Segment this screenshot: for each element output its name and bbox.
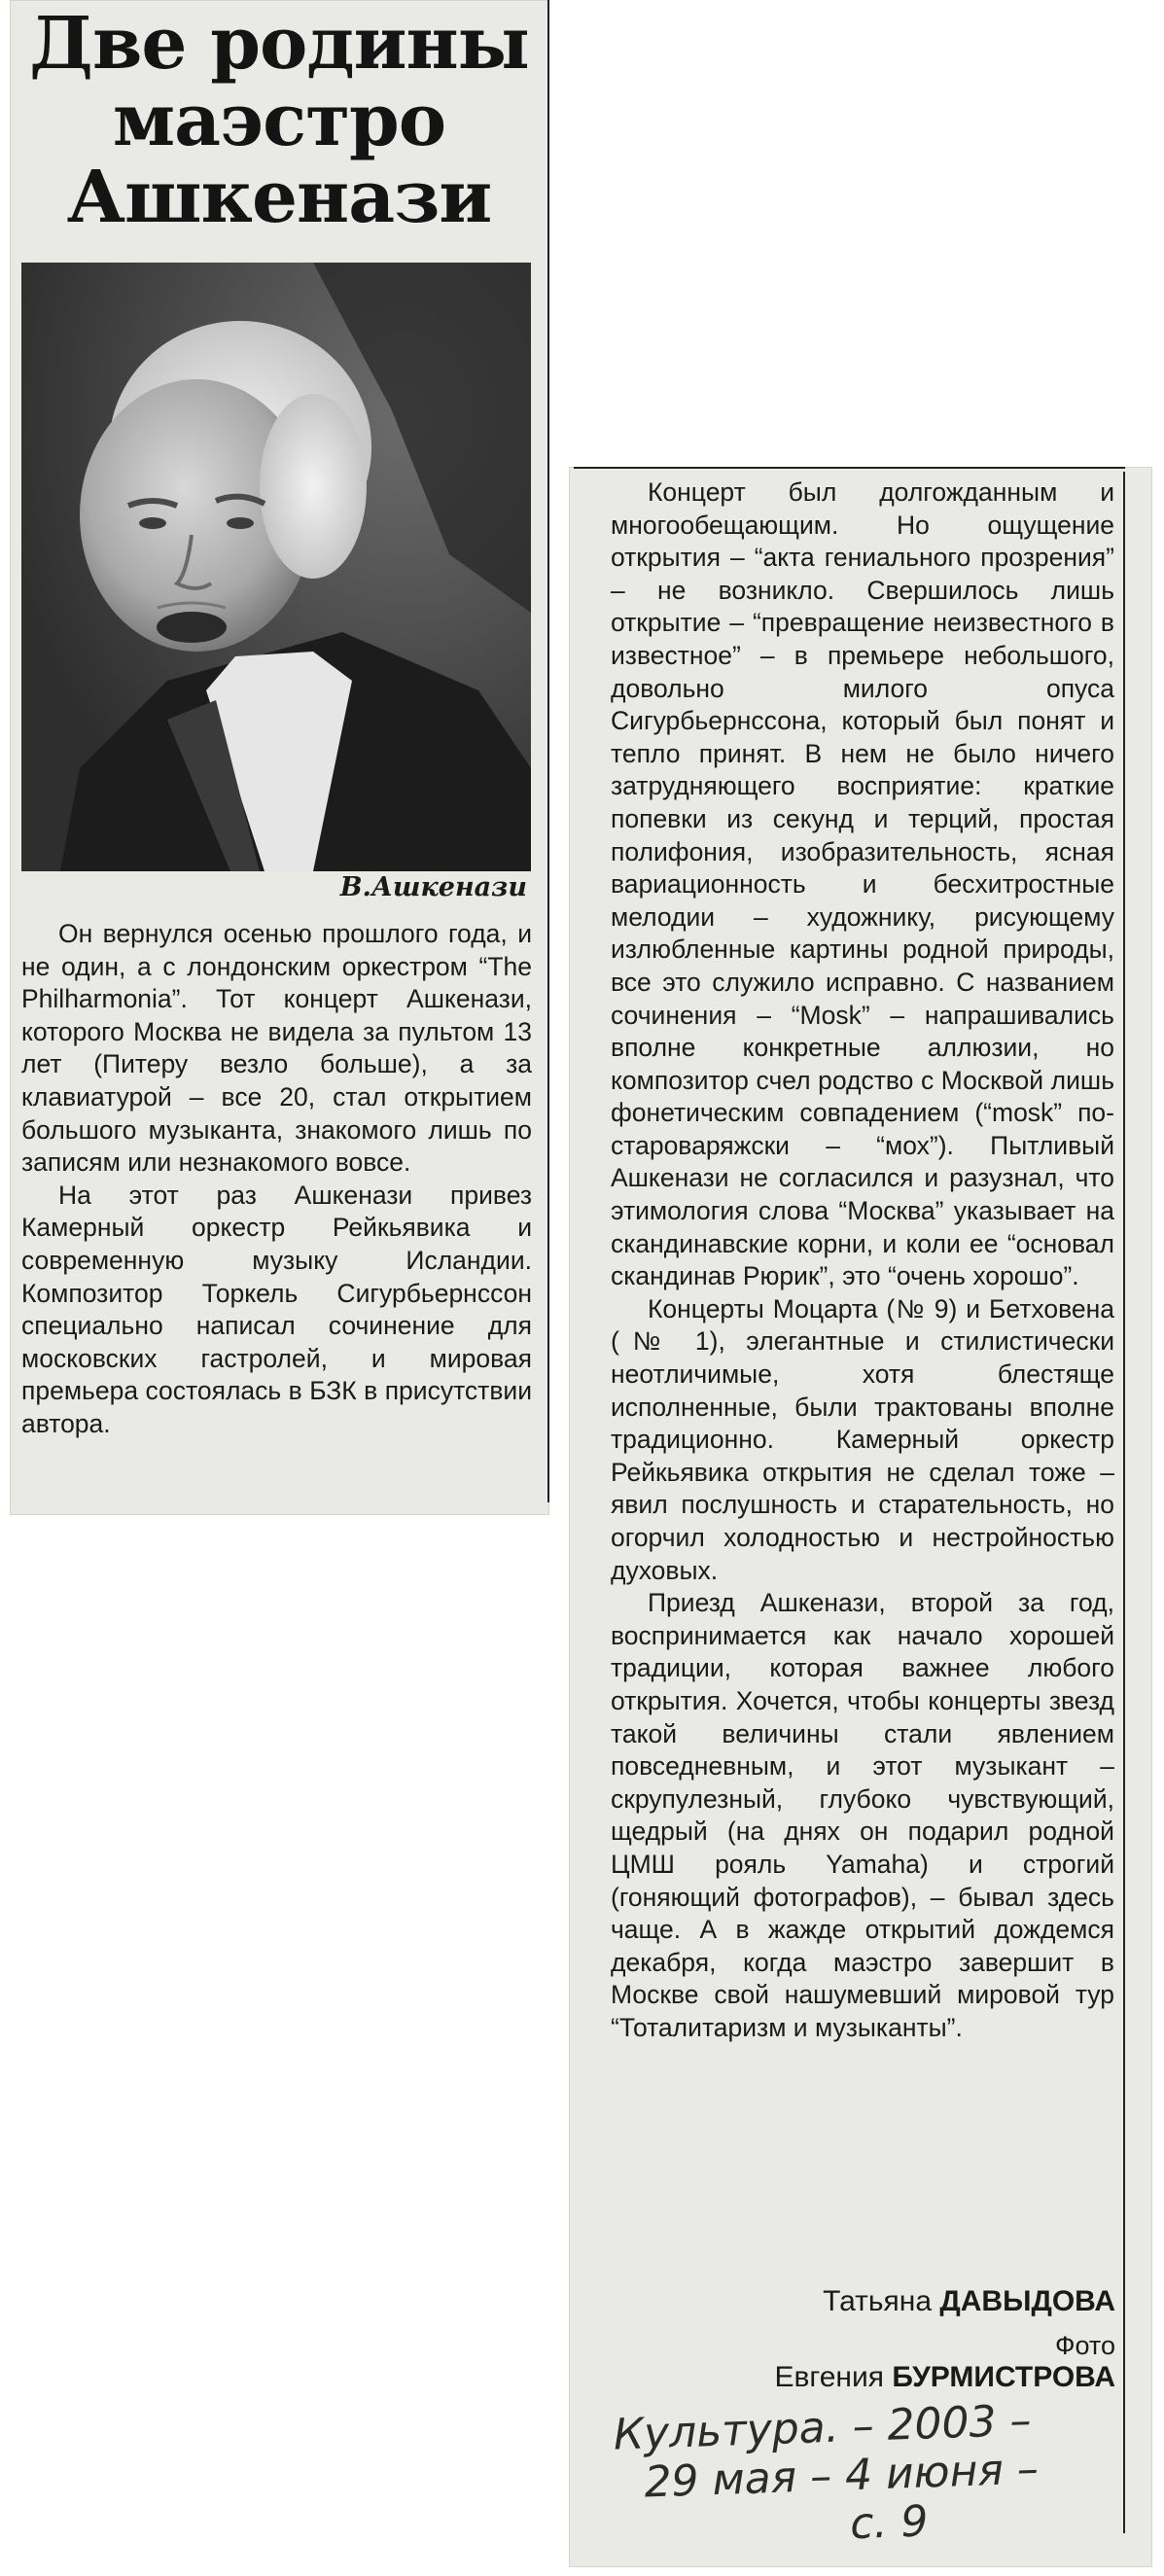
photo-credit-label: Фото	[1054, 2331, 1115, 2360]
paragraph: Концерты Моцарта (№ 9) и Бетховена (№ 1), элегантные и стилистически неотличимые, хотя блестяще исполненные, были трактованы вполне традиционно. Камерный оркестр Рейкьявика открытия не сделал тоже – явил послушность и старательность, но огорчил холодностью и нестройностью духовых.	[611, 1293, 1114, 1585]
paragraph: Концерт был долгожданным и многообещающим. Но ощущение открытия – “акта гениального прозрения” – не возникло. Свершилось лишь открытие – “превращение неизвестного в известное” – в премьере небольшого, довольно милого опуса Сигурбьернссона, который был понят и тепло принят. В нем не было ничего затрудняющего восприятие: краткие попевки из секунд и терций, простая полифония, изобразительность, ясная вариационность и бесхитростные мелодии – художнику, рисующему излюбленные картины родной природы, все это служило исправно. С названием сочинения – “Mosk” – напрашивались вполне конкретные аллюзии, но композитор счел родство с Москвой лишь фонетическим совпадением (“mosk” по-староваряжски – “мох”). Пытливый Ашкенази не согласился и разузнал, что этимология слова “Москва” указывает на скандинавские корни, и коли ее “основал скандинав Рюрик”, это “очень хорошо”.	[611, 477, 1114, 1291]
author-last-name: ДАВЫДОВА	[939, 2285, 1115, 2317]
note-line: 29 мая – 4 июня –	[643, 2444, 1040, 2508]
column-rule	[547, 0, 549, 1502]
paragraph: На этот раз Ашкенази привез Камерный оркестр Рейкьявика и современную музыку Исландии. Композитор Торкель Сигурбьернссон специально написал сочинение для московских гастролей, и мировая премьера состоялась в БЗК в присутствии автора.	[21, 1180, 532, 1438]
portrait-photo-image	[21, 263, 531, 871]
right-column-text	[611, 476, 1114, 2045]
paragraph: Приезд Ашкенази, второй за год, воспринимается как начало хорошей традиции, которая важнее любого открытия. Хочется, чтобы концерты звезд такой величины стали явлением повседневным, и этот музыкант – скрупулезный, глубоко чувствующий, щедрый (на днях он подарил родной ЦМШ рояль Yamaha) и строгий (гоняющий фотографов), – бывал здесь чаще. А в жажде открытий дождемся декабря, когда маэстро завершит в Москве свой нашумевший мировой тур “Тоталитаризм и музыканты”.	[611, 1588, 1114, 2042]
photographer-first-name: Евгения	[774, 2361, 884, 2393]
handwritten-source-note	[603, 2392, 1152, 2557]
author-first-name: Татьяна	[823, 2285, 933, 2317]
paragraph: Он вернулся осенью прошлого года, и не один, а с лондонским оркестром “The Philharmonia”. Тот концерт Ашкенази, которого Москва не видела за пультом 13 лет (Питеру везло больше), а за клавиатурой – все 20, стал открытием большого музыканта, знакомого лишь по записям или незнакомого вовсе.	[21, 919, 532, 1178]
photographer-last-name: БУРМИСТРОВА	[892, 2361, 1115, 2393]
note-line: с. 9	[849, 2496, 930, 2550]
portrait-photo	[21, 263, 531, 871]
left-column-text	[21, 918, 532, 1441]
photo-caption: В.Ашкенази	[339, 872, 527, 902]
headline: Две родины маэстро Ашкенази	[29, 2, 529, 239]
author-byline	[823, 2285, 1115, 2318]
column-rule	[574, 467, 1125, 469]
column-rule	[1123, 472, 1125, 2533]
photographer-byline	[774, 2361, 1115, 2394]
note-line: Культура. – 2003 –	[612, 2395, 1033, 2460]
